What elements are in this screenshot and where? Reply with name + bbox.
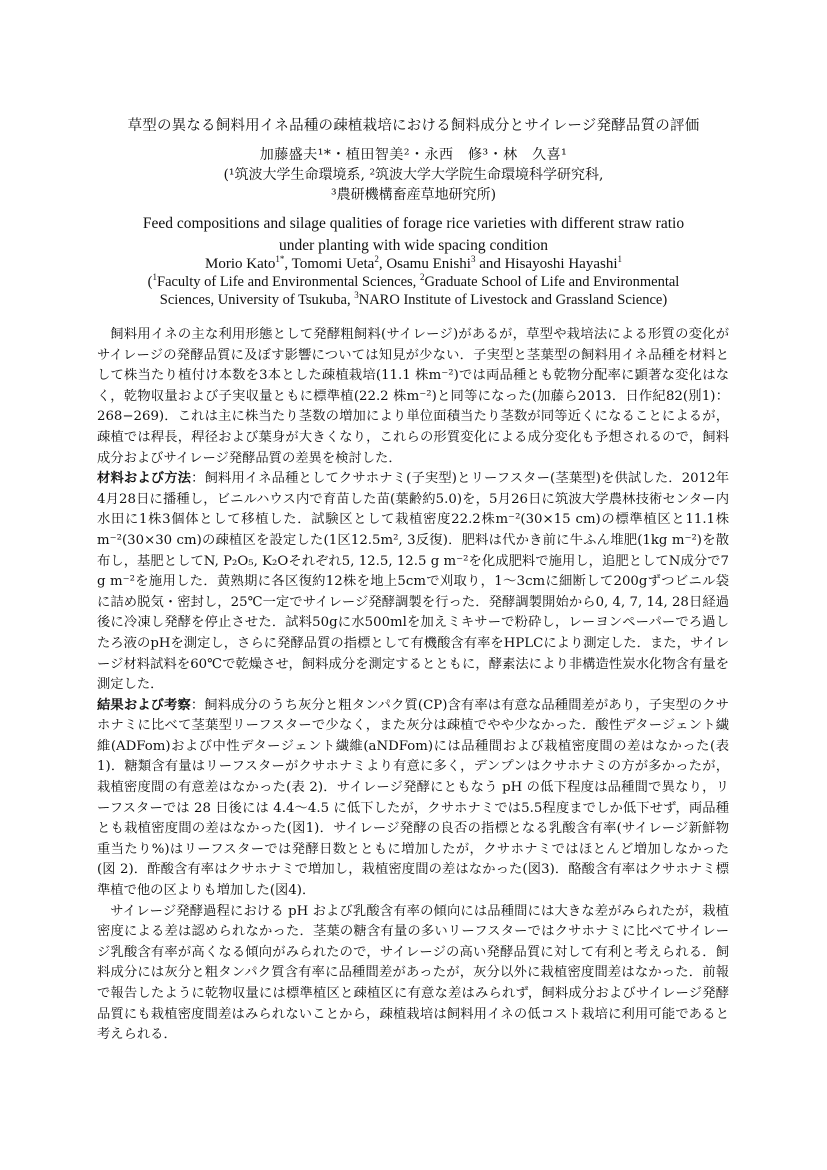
results-text: ：飼料成分のうち灰分と粗タンパク質(CP)含有率は有意な品種間差があり，子実型のクサホナミに比べて茎葉型リーフスターで少なく，また灰分は疎植でやや少なかった．酸性デタージェント繊維(ADFom)および中性デタージェント繊維(aNDFom)には品種間および栽植密度間の差はなかった(表1)．糖類含有量はリーフスターがクサホナミより有意に多く，デンプンはクサホナミの方が多かったが，栽植密度間の有意差はなかった(表 2)．サイレージ発酵にともなう pH の低下程度は品種間で異なり，リーフスターでは 28 日後には 4.4〜4.5 に低下したが，クサホナミでは5.5程度までしか低下せず，両品種とも栽植密度間の差はなかった(図1)．サイレージ発酵の良否の指標となる乳酸含有率(サイレージ新鮮物重当たり%)はリーフスターでは発酵日数とともに増加したが，クサホナミではほとんど増加しなかった(図 2)．酢酸含有率はクサホナミで増加し，栽植密度間の差はなかった(図3)．酪酸含有率はクサホナミ標準植で他の区よりも増加した(図4)． [97,697,729,899]
affiliation-text: NARO Institute of Livestock and Grassland Science) [358,292,668,308]
affiliations-japanese-line2: ³農研機構畜産草地研究所) [330,187,497,203]
results-heading: 結果および考察 [97,697,191,713]
discussion-paragraph: サイレージ発酵過程における pH および乳酸含有率の傾向には品種間には大きな差がみられたが，栽植密度による差は認められなかった．茎葉の糖含有量の多いリーフスターではクサホナミに比べてサイレージ乳酸含有率が高くなる傾向がみられたので，サイレージの高い発酵品質に対して有利と考えられる．飼料成分には灰分と粗タンパク質含有率に品種間差があったが，灰分以外に栽植密度間差はなかった．前報で報告したように乾物収量には標準植区と疎植区に有意な差はみられず，飼料成分およびサイレージ発酵品質にも栽植密度間差はみられないことから，疎植栽培は飼料用イネの低コスト栽培に利用可能であると考えられる． [97,903,729,1043]
body-text [97,325,729,1046]
affiliation-text: Graduate School of Life and Environmental [424,274,680,290]
author-name: Morio Kato [205,256,276,272]
affiliation-mark: 1 [152,272,157,283]
author-affiliation-mark: 1* [275,254,285,264]
affiliation-text: Faculty of Life and Environmental Sciences, [157,274,420,290]
methods-heading: 材料および方法 [97,471,192,487]
author-affiliation-mark: 2 [374,254,379,264]
affiliations-english-line1 [0,274,827,291]
affiliation-paren: ( [147,274,153,290]
title-english-line2: under planting with wide spacing condition [278,237,549,254]
title-japanese: 草型の異なる飼料用イネ品種の疎植栽培における飼料成分とサイレージ発酵品質の評価 [127,118,700,134]
author-affiliation-mark: 3 [470,254,476,264]
methods-paragraph [97,469,729,696]
author-affiliation-mark: 1 [617,254,622,264]
affiliation-mark: 3 [354,290,359,301]
affiliations-english-line2 [0,292,827,309]
intro-paragraph: 飼料用イネの主な利用形態として発酵粗飼料(サイレージ)があるが，草型や栽培法による形質の変化がサイレージの発酵品質に及ぼす影響については知見が少ない．子実型と茎葉型の飼料用イネ品種を材料として株当たり植付け本数を3本とした疎植栽培(11.1 株m⁻²)では両品種とも乾物分配率に顕著な変化はなく，乾物収量および子実収量ともに標準植(22.2 株m⁻²)と同等になった(加藤ら2013．日作紀82(別1)：268−269)．これは主に株当たり茎数の増加により単位面積当たり茎数が同等近くになることによるが，疎植では稈長，稈径および葉身が大きくなり，これらの形質変化による成分変化も予想されるので，飼料成分およびサイレージ発酵品質の差異を検討した． [97,327,729,466]
author-name: and Hisayoshi Hayashi [475,256,618,272]
title-english-line1: Feed compositions and silage qualities of forage rice varieties with different straw ratio [142,215,685,232]
authors-english [0,256,827,273]
methods-text: ：飼料用イネ品種としてクサホナミ(子実型)とリーフスター(茎葉型)を供試した．2012年4月28日に播種し，ビニルハウス内で育苗した苗(葉齢約5.0)を，5月26日に筑波大学農林技術センター内水田に1株3個体として移植した．試験区として栽植密度22.2株m⁻²(30×15 cm)の標準植区と11.1株m⁻²(30×30 cm)の疎植区を設定した(1区12.5m², 3反復)．肥料は代かき前に牛ふん堆肥(1kg m⁻²)を散布し，基肥としてN, P₂O₅, K₂Oそれぞれ5, 12.5, 12.5 g m⁻²を化成肥料で施用し，追肥としてN成分で7 g m⁻²を施用した．黄熟期に各区復約12株を地上5cmで刈取り，1〜3cmに細断して200gずつビニル袋に詰め脱気・密封し，25℃一定でサイレージ発酵調製を行った．発酵調製開始から0, 4, 7, 14, 28日経過後に冷凍し発酵を停止させた．試料50gに水500mlを加えミキサーで粉砕し，レーヨンペーパーでろ過したろ液のpHを測定し，さらに発酵品質の指標として有機酸含有率をHPLCにより測定した．また，サイレージ材料試料を60℃で乾燥させ，飼料成分を測定するとともに，酵素法により非構造性炭水化物含有量を測定した． [97,471,730,693]
results-paragraph [97,696,729,902]
authors-japanese: 加藤盛夫¹*・植田智美²・永西 修³・林 久喜¹ [259,147,568,163]
author-name: , Osamu Enishi [378,256,471,272]
author-name: , Tomomi Ueta [284,256,375,272]
affiliation-mark: 2 [419,272,425,283]
affiliation-text: Sciences, University of Tsukuba, [159,292,355,308]
affiliations-japanese-line1: (¹筑波大学生命環境系, ²筑波大学大学院生命環境科学研究科, [223,167,604,183]
